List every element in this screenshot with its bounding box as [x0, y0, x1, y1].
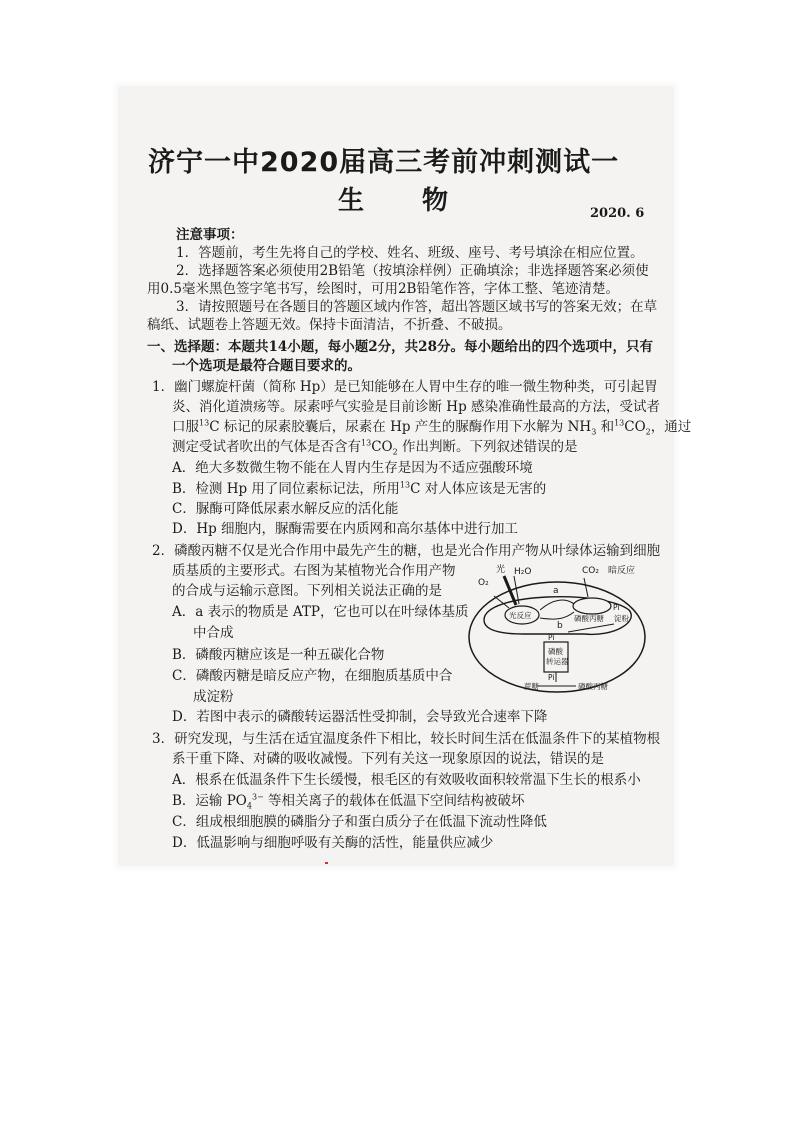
fig-starch-label: 淀粉 [614, 614, 629, 623]
q3-stem-line1: 3．研究发现，与生活在适宜温度条件下相比，较长时间生活在低温条件下的某植物根 [152, 731, 661, 747]
q1-stem-line3: 口服$^{13}$C 标记的尿素胶囊后，尿素在 Hp 产生的脲酶作用下水解为 $NH_3$ 和$^{13}CO_2$，通过 [172, 418, 692, 437]
q2-option-d: D．若图中表示的磷酸转运器活性受抑制，会导致光合速率下降 [172, 709, 548, 725]
exam-date: 2020. 6 [590, 206, 645, 221]
fig-transporter-label-2: 转运器 [546, 657, 569, 666]
fig-dark-reaction-label: 暗反应 [608, 566, 636, 576]
fig-o2-label: O₂ [478, 578, 489, 588]
photosynthesis-diagram [464, 562, 650, 697]
q2-option-b: B．磷酸丙糖应该是一种五碳化合物 [172, 647, 385, 663]
notice-heading: 注意事项： [176, 227, 244, 243]
exam-title: 济宁一中2020届高三考前冲刺测试一 [148, 147, 620, 178]
notice-item-3a: 3．请按照题号在各题目的答题区域内作答，超出答题区域书写的答案无效；在草 [176, 299, 658, 315]
fig-sucrose-label: 蔗糖 [524, 682, 539, 691]
q2-option-a-line2: 中合成 [193, 625, 234, 641]
q1-stem-line2: 炎、消化道溃疡等。尿素呼气实验是目前诊断 Hp 感染准确性最高的方法，受试者 [172, 399, 660, 415]
fig-pi-label: Pi [613, 603, 620, 612]
fig-light-reaction-label: 光反应 [509, 611, 532, 620]
fig-a-label: a [553, 586, 559, 596]
fig-light-label: 光 [496, 565, 506, 575]
q1-stem-line4: 测定受试者吹出的气体是否含有$^{13}CO_2$ 作出判断。下列叙述错误的是 [172, 438, 578, 457]
q2-stem-line2: 质基质的主要形式。右图为某植物光合作用产物 [172, 563, 456, 579]
q1-stem-line1: 1．幽门螺旋杆菌（简称 Hp）是已知能够在人胃中生存的唯一微生物种类，可引起胃 [152, 379, 658, 395]
q2-stem-line3: 的合成与运输示意图。下列相关说法正确的是 [172, 583, 442, 599]
section-heading: 一、选择题：本题共14小题，每小题2分，共28分。每小题给出的四个选项中，只有 [147, 339, 653, 355]
section-heading-cont: 一个选项是最符合题目要求的。 [172, 358, 361, 374]
exam-subject: 生物 [338, 186, 507, 216]
q3-option-a: A．根系在低温条件下生长缓慢，根毛区的有效吸收面积较常温下生长的根系小 [172, 772, 641, 788]
q1-option-a: A．绝大多数微生物不能在人胃内生存是因为不适应强酸环境 [172, 460, 533, 476]
fig-pi-label-3: Pi [548, 673, 555, 682]
fig-co2-label: CO₂ [582, 566, 599, 576]
q2-option-a-line1: A．a 表示的物质是 ATP，它也可以在叶绿体基质 [172, 604, 469, 620]
fig-triose-label-2: 磷酸丙糖 [578, 682, 608, 691]
notice-item-2a: 2．选择题答案必须使用2B铅笔（按填涂样例）正确填涂；非选择题答案必须使 [176, 263, 649, 279]
fig-triose-label: 磷酸丙糖 [574, 614, 604, 623]
notice-item-2b: 用0.5毫米黑色签字笔书写，绘图时，可用2B铅笔作答，字体工整、笔迹清楚。 [147, 281, 619, 297]
notice-item-1: 1．答题前，考生先将自己的学校、姓名、班级、座号、考号填涂在相应位置。 [176, 245, 644, 261]
q1-option-b: B．检测 Hp 用了同位素标记法，所用$^{13}$C 对人体应该是无害的 [172, 480, 547, 497]
fig-b-label: b [557, 621, 563, 631]
q1-option-c: C．脲酶可降低尿素水解反应的活化能 [172, 501, 399, 517]
q3-option-d: D．低温影响与细胞呼吸有关酶的活性，能量供应减少 [172, 835, 494, 851]
q2-stem-line1: 2．磷酸丙糖不仅是光合作用中最先产生的糖，也是光合作用产物从叶绿体运输到细胞 [152, 543, 661, 559]
q3-option-b: B．运输 $PO_4^{3-}$ 等相关离子的载体在低温下空间结构被破坏 [172, 792, 525, 811]
fig-h2o-label: H₂O [514, 567, 532, 577]
q2-option-c-line2: 成淀粉 [193, 689, 234, 705]
fig-transporter-label-1: 磷酸 [548, 647, 563, 656]
q3-option-c: C．组成根细胞膜的磷脂分子和蛋白质分子在低温下流动性降低 [172, 814, 547, 830]
q2-option-c-line1: C．磷酸丙糖是暗反应产物，在细胞质基质中合 [172, 668, 453, 684]
fig-pi-label-2: Pi [548, 633, 555, 642]
notice-item-3b: 稿纸、试题卷上答题无效。保持卡面清洁，不折叠、不破损。 [147, 317, 512, 333]
q3-stem-line2: 系干重下降、对磷的吸收减慢。下列有关这一现象原因的说法，错误的是 [172, 751, 604, 767]
scan-mark [325, 862, 328, 864]
q1-option-d: D．Hp 细胞内，脲酶需要在内质网和高尔基体中进行加工 [172, 521, 519, 537]
